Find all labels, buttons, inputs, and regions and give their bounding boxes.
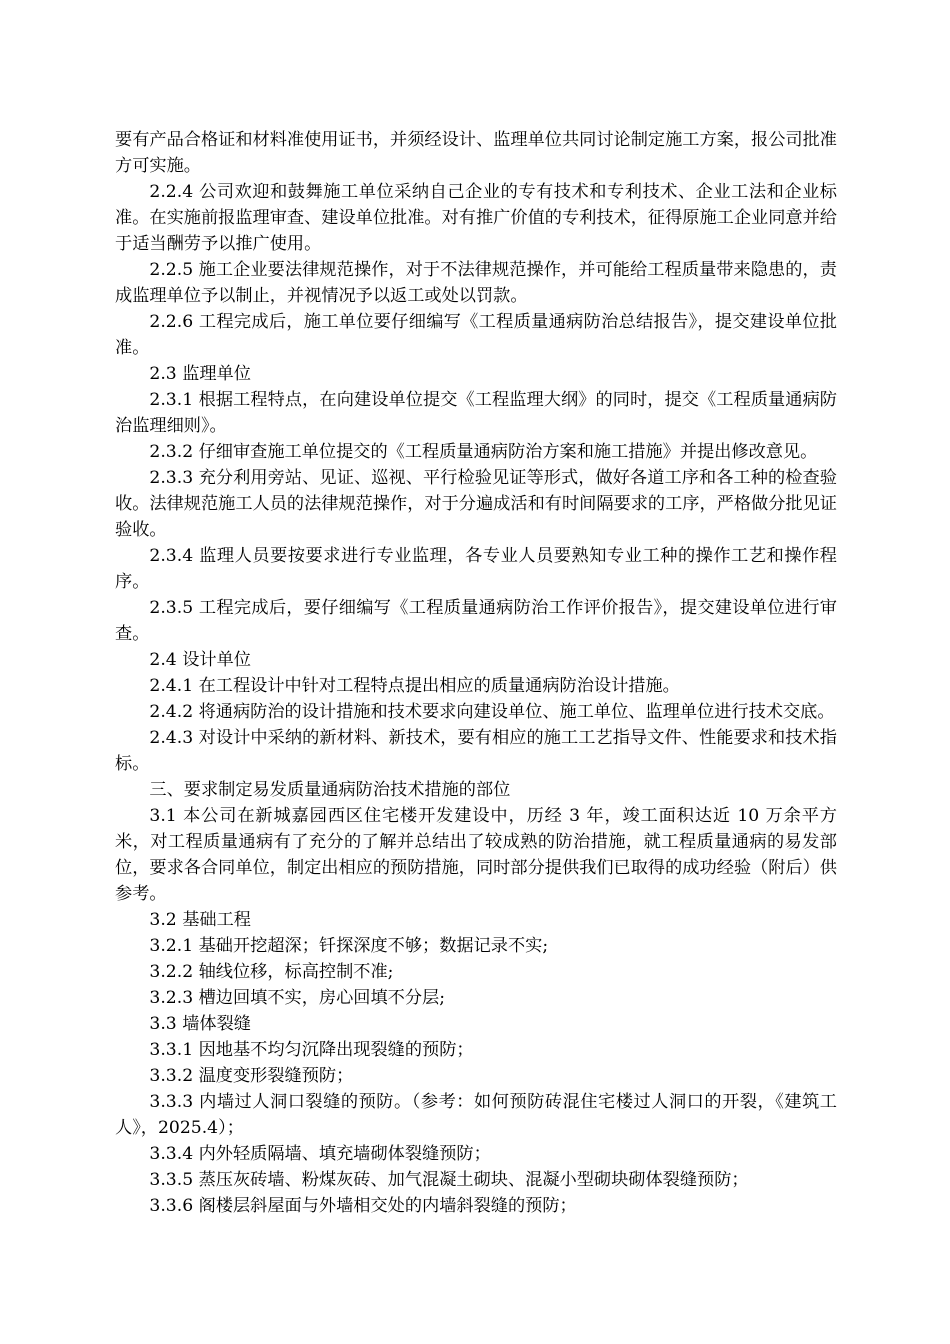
- section-heading: 三、要求制定易发质量通病防治技术措施的部位: [149, 780, 511, 800]
- paragraph: 2.3.1 根据工程特点，在向建设单位提交《工程监理大纲》的同时，提交《工程质量通病防治监理细则》。: [115, 390, 837, 436]
- paragraph: 2.4.2 将通病防治的设计措施和技术要求向建设单位、施工单位、监理单位进行技术交底。: [149, 702, 835, 722]
- paragraph: 2.3.5 工程完成后，要仔细编写《工程质量通病防治工作评价报告》，提交建设单位进行审查。: [115, 598, 837, 644]
- paragraph: 2.3.2 仔细审查施工单位提交的《工程质量通病防治方案和施工措施》并提出修改意见。: [149, 442, 818, 462]
- list-item: 3.2.2 轴线位移，标高控制不准;: [149, 962, 394, 982]
- section-heading: 3.2 基础工程: [149, 910, 251, 930]
- paragraph: 要有产品合格证和材料准使用证书，并须经设计、监理单位共同讨论制定施工方案，报公司批准方可实施。: [115, 130, 837, 176]
- section-heading: 2.3 监理单位: [149, 364, 251, 384]
- paragraph: 2.2.6 工程完成后，施工单位要仔细编写《工程质量通病防治总结报告》，提交建设单位批准。: [115, 312, 837, 358]
- list-item: 3.3.2 温度变形裂缝预防；: [149, 1066, 354, 1086]
- section-heading: 3.3 墙体裂缝: [149, 1014, 251, 1034]
- list-item: 3.3.1 因地基不均匀沉降出现裂缝的预防；: [149, 1040, 474, 1060]
- list-item: 3.2.1 基础开挖超深；钎探深度不够；数据记录不实;: [149, 936, 549, 956]
- list-item: 3.3.4 内外轻质隔墙、填充墙砌体裂缝预防；: [149, 1144, 491, 1164]
- list-item: 3.3.3 内墙过人洞口裂缝的预防。（参考：如何预防砖混住宅楼过人洞口的开裂，《建筑工人》，2025.4）；: [115, 1092, 837, 1138]
- paragraph: 2.3.3 充分利用旁站、见证、巡视、平行检验见证等形式，做好各道工序和各工种的检查验收。法律规范施工人员的法律规范操作，对于分遍成活和有时间隔要求的工序，严格做分批见证验收。: [115, 468, 837, 540]
- document-body: [115, 127, 837, 1219]
- paragraph: 2.3.4 监理人员要按要求进行专业监理，各专业人员要熟知专业工种的操作工艺和操作程序。: [115, 546, 837, 592]
- paragraph: 2.2.5 施工企业要法律规范操作，对于不法律规范操作，并可能给工程质量带来隐患的，责成监理单位予以制止，并视情况予以返工或处以罚款。: [115, 260, 837, 306]
- paragraph: 3.1 本公司在新城嘉园西区住宅楼开发建设中，历经 3 年，竣工面积达近 10 万余平方米，对工程质量通病有了充分的了解并总结出了较成熟的防治措施，就工程质量通病的易发部位，要求各合同单位，制定出相应的预防措施，同时部分提供我们已取得的成功经验（附后）供参考。: [115, 806, 837, 904]
- list-item: 3.3.6 阁楼层斜屋面与外墙相交处的内墙斜裂缝的预防；: [149, 1196, 577, 1216]
- paragraph: 2.4.1 在工程设计中针对工程特点提出相应的质量通病防治设计措施。: [149, 676, 680, 696]
- list-item: 3.2.3 槽边回填不实，房心回填不分层;: [149, 988, 446, 1008]
- paragraph: 2.4.3 对设计中采纳的新材料、新技术，要有相应的施工工艺指导文件、性能要求和技术指标。: [115, 728, 837, 774]
- section-heading: 2.4 设计单位: [149, 650, 251, 670]
- paragraph: 2.2.4 公司欢迎和鼓舞施工单位采纳自己企业的专有技术和专利技术、企业工法和企业标准。在实施前报监理审查、建设单位批准。对有推广价值的专利技术，征得原施工企业同意并给于适当酬劳予以推广使用。: [115, 182, 837, 254]
- list-item: 3.3.5 蒸压灰砖墙、粉煤灰砖、加气混凝土砌块、混凝小型砌块砌体裂缝预防；: [149, 1170, 749, 1190]
